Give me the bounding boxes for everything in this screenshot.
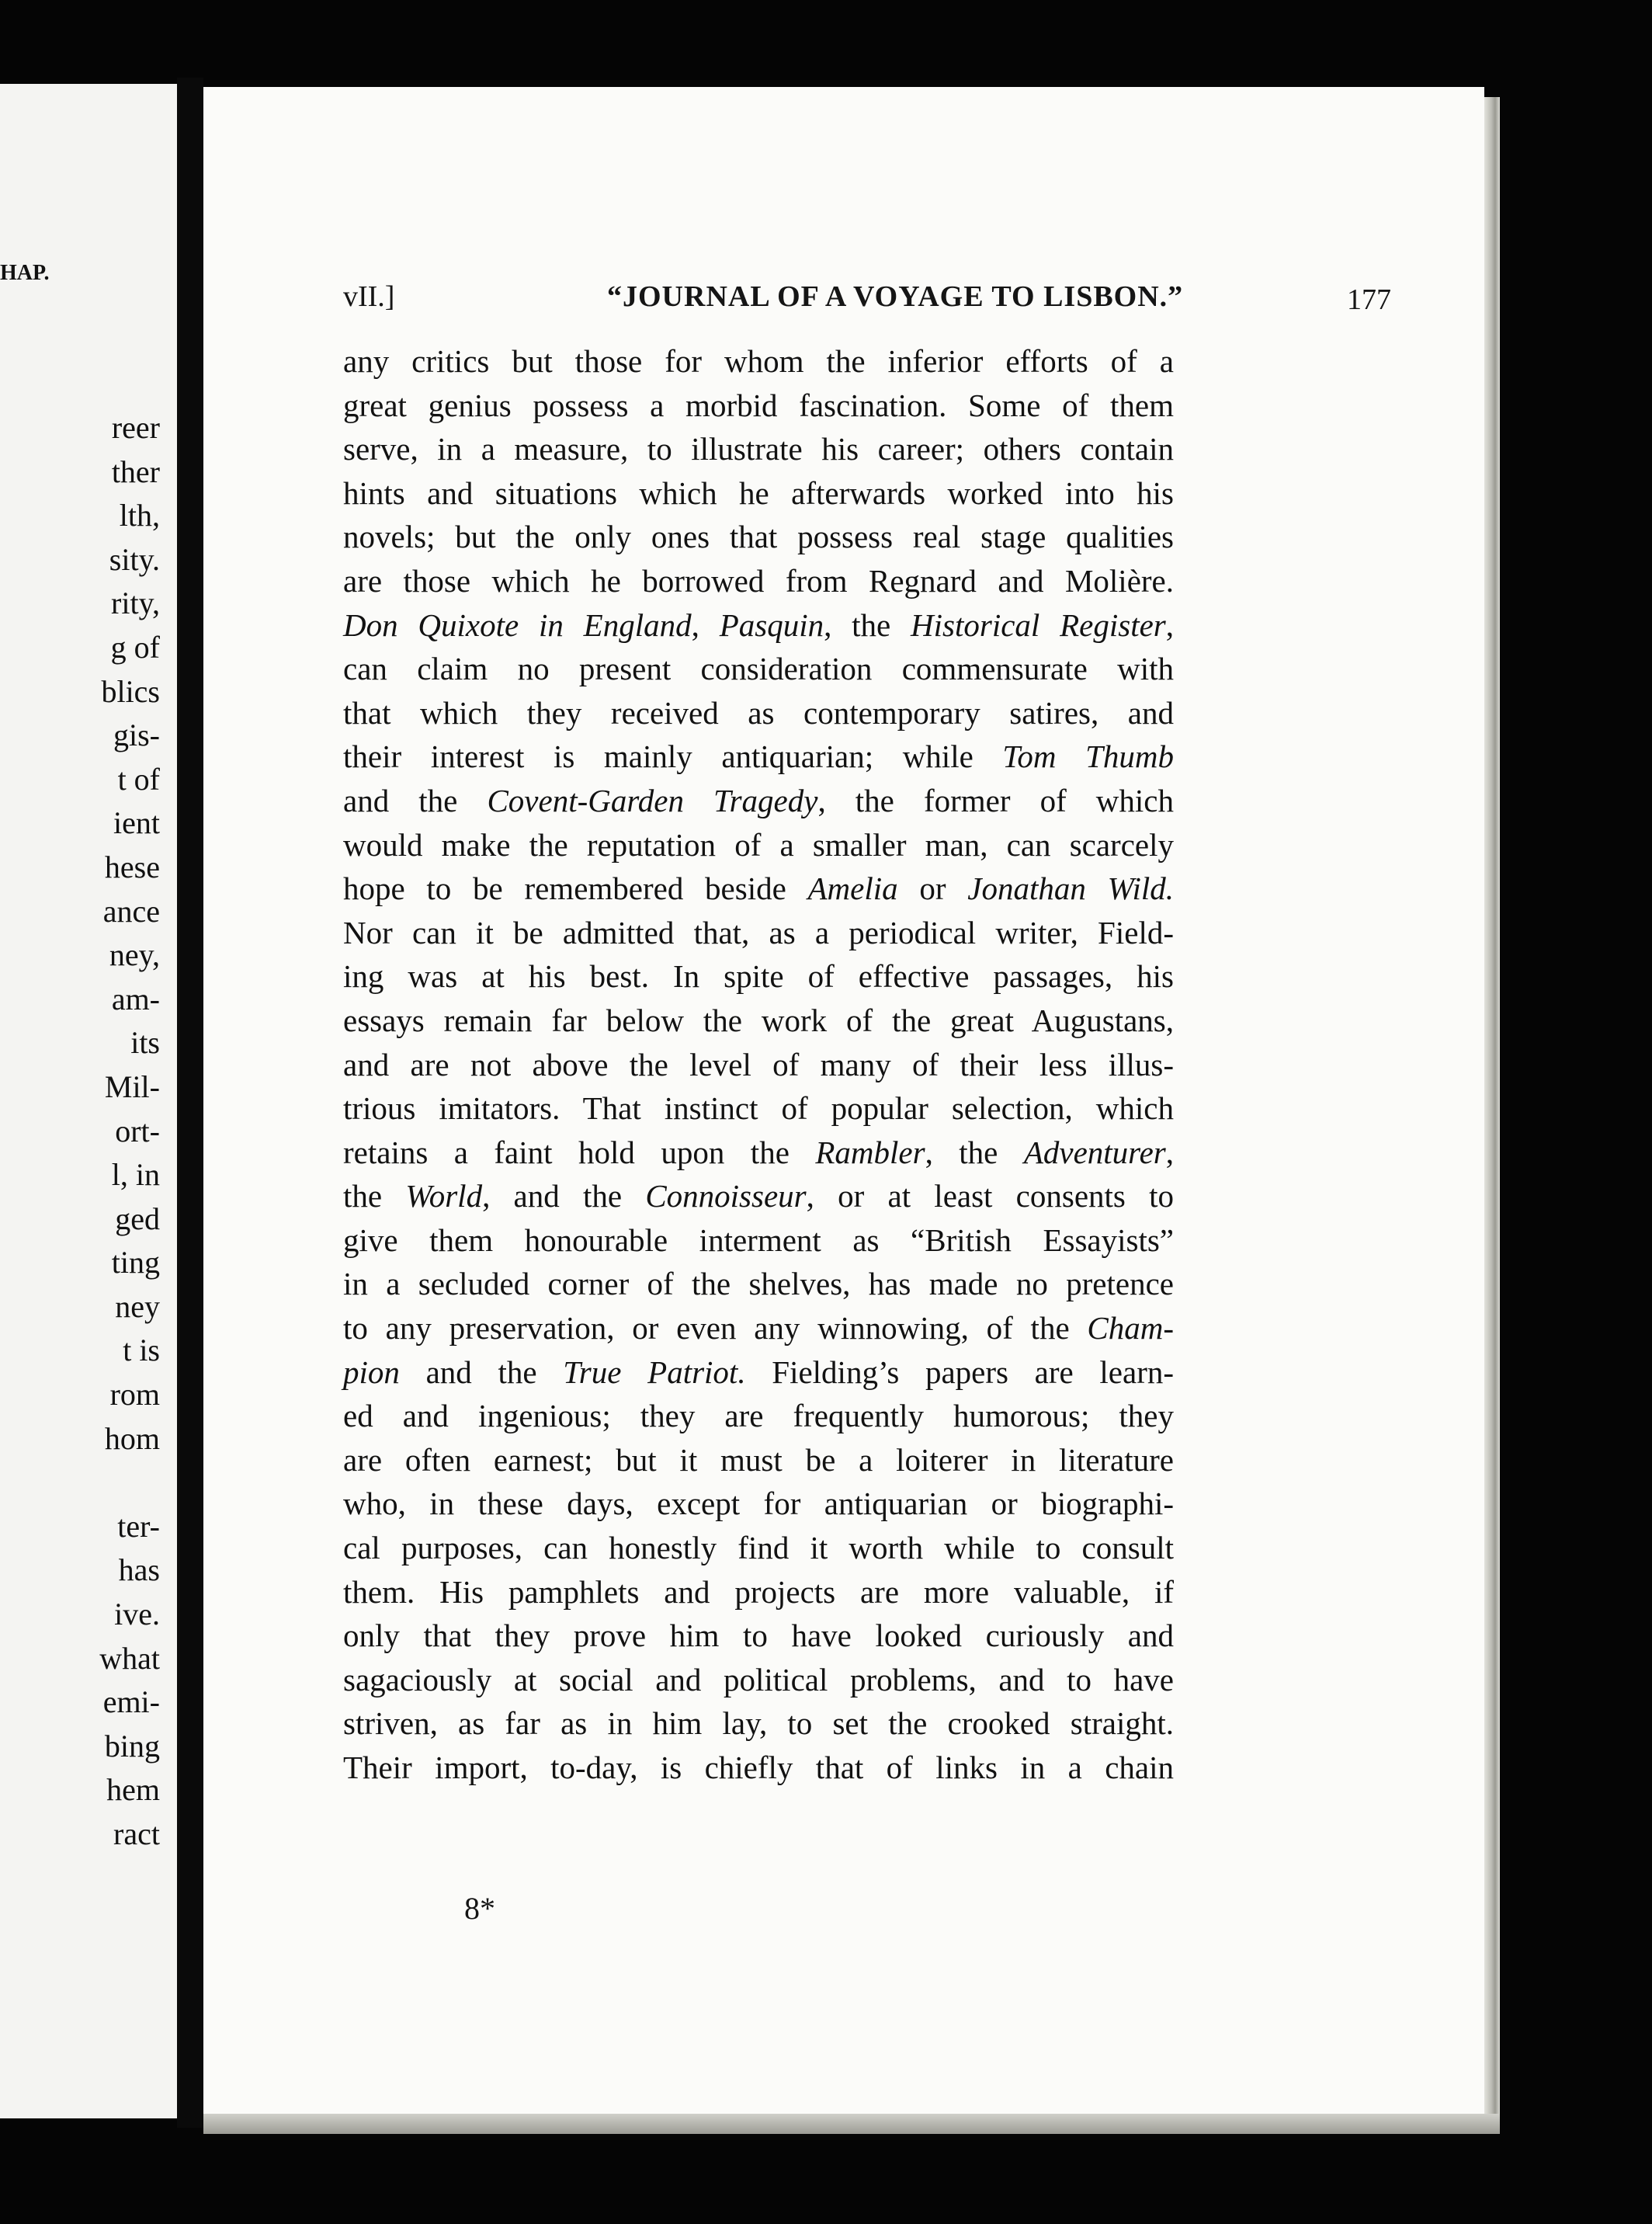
italic-title: Amelia bbox=[807, 870, 898, 907]
previous-page-line: what bbox=[99, 1640, 160, 1676]
previous-page-line: ort- bbox=[115, 1113, 160, 1148]
text-run: , the bbox=[824, 606, 911, 643]
previous-page-line: l, in bbox=[111, 1157, 160, 1193]
text-run: can claim no present consideration commensurate with bbox=[343, 651, 1174, 687]
page-edge bbox=[1484, 97, 1500, 2132]
italic-title: World bbox=[405, 1178, 483, 1215]
previous-page-line: ney bbox=[115, 1288, 160, 1324]
previous-page-line: sity. bbox=[109, 541, 160, 577]
text-run: essays remain far below the work of the great Augustans, bbox=[343, 1002, 1174, 1038]
previous-page-line: ive. bbox=[114, 1597, 160, 1632]
text-line bbox=[343, 384, 1174, 428]
previous-page-line: reer bbox=[111, 410, 160, 445]
text-run: would make the reputation of a smaller man, can scarcely bbox=[343, 826, 1174, 863]
previous-page-line: t of bbox=[117, 761, 160, 797]
italic-title: Historical Register bbox=[911, 606, 1166, 643]
text-line bbox=[343, 954, 1174, 999]
previous-page-line: rity, bbox=[111, 586, 160, 621]
previous-page-line: emi- bbox=[102, 1684, 160, 1720]
text-line bbox=[343, 515, 1174, 559]
text-line bbox=[343, 1746, 1174, 1790]
text-run: and are not above the level of many of their less illus- bbox=[343, 1046, 1174, 1082]
text-run: the bbox=[343, 1178, 406, 1215]
text-line bbox=[343, 1526, 1174, 1570]
text-run: , and the bbox=[482, 1178, 646, 1215]
text-run: cal purposes, can honestly find it worth while to consult bbox=[343, 1530, 1174, 1566]
text-line bbox=[343, 779, 1174, 823]
text-run: , the bbox=[925, 1134, 1024, 1170]
previous-page-line: t is bbox=[123, 1333, 160, 1368]
text-run: ing was at his best. In spite of effective passages, his bbox=[343, 958, 1174, 995]
text-run: are often earnest; but it must be a loiterer in literature bbox=[343, 1441, 1174, 1478]
text-run: hints and situations which he afterwards worked into his bbox=[343, 474, 1174, 511]
previous-page-fragment bbox=[0, 84, 177, 2118]
text-run: any critics but those for whom the inferior efforts of a bbox=[343, 343, 1174, 379]
text-run: hope to be remembered beside bbox=[343, 870, 808, 907]
text-run: , bbox=[1165, 1134, 1174, 1170]
text-run: and the bbox=[399, 1354, 564, 1390]
text-line bbox=[343, 427, 1174, 471]
text-line bbox=[343, 339, 1174, 384]
italic-title: Tom Thumb bbox=[1002, 738, 1174, 775]
previous-page-line: g of bbox=[110, 629, 160, 665]
italic-title: Pasquin bbox=[719, 606, 824, 643]
text-run: only that they prove him to have looked curiously and bbox=[343, 1618, 1174, 1654]
previous-page-line: ance bbox=[102, 893, 160, 929]
text-line bbox=[343, 1570, 1174, 1614]
text-run: are those which he borrowed from Regnard and Molière. bbox=[343, 562, 1174, 599]
text-run: striven, as far as in him lay, to set the crooked straight. bbox=[343, 1705, 1174, 1742]
previous-page-line: bing bbox=[104, 1728, 160, 1764]
previous-page-line: hem bbox=[106, 1772, 160, 1808]
previous-page-line: lth, bbox=[119, 498, 160, 533]
text-line bbox=[343, 1131, 1174, 1175]
text-run: or bbox=[897, 870, 968, 907]
previous-page-line: has bbox=[118, 1552, 160, 1588]
book-page bbox=[203, 87, 1484, 2114]
text-line bbox=[343, 1658, 1174, 1702]
chapter-number: vII.] bbox=[343, 280, 395, 313]
italic-title: Cham- bbox=[1087, 1310, 1174, 1347]
text-line bbox=[343, 559, 1174, 603]
previous-page-line: blics bbox=[101, 673, 160, 709]
previous-page-line: rom bbox=[109, 1377, 160, 1413]
text-line bbox=[343, 1438, 1174, 1482]
text-line bbox=[343, 867, 1174, 911]
previous-page-text bbox=[99, 406, 160, 1857]
text-run: ed and ingenious; they are frequently humorous; they bbox=[343, 1398, 1174, 1434]
text-run: to any preservation, or even any winnowing, of the bbox=[343, 1310, 1088, 1347]
text-run: Nor can it be admitted that, as a periodical writer, Field- bbox=[343, 914, 1174, 950]
italic-title: True Patriot. bbox=[563, 1354, 746, 1390]
text-line bbox=[343, 691, 1174, 735]
text-line bbox=[343, 1043, 1174, 1087]
previous-page-heading: HAP. bbox=[0, 261, 50, 285]
italic-title: Don Quixote in England bbox=[343, 606, 692, 643]
previous-page-line: ract bbox=[113, 1816, 160, 1851]
previous-page-line: hom bbox=[104, 1420, 160, 1456]
text-line bbox=[343, 823, 1174, 867]
text-line bbox=[343, 999, 1174, 1043]
text-line bbox=[343, 1701, 1174, 1746]
text-line bbox=[343, 1086, 1174, 1131]
book-gutter bbox=[177, 78, 203, 2128]
text-run: that which they received as contemporary satires, and bbox=[343, 694, 1174, 731]
previous-page-line: ting bbox=[111, 1245, 160, 1281]
previous-page-line: its bbox=[130, 1025, 160, 1061]
previous-page-line: ient bbox=[113, 805, 160, 841]
previous-page-line: am- bbox=[111, 981, 160, 1016]
running-title: “JOURNAL OF A VOYAGE TO LISBON.” bbox=[607, 280, 1184, 313]
running-head bbox=[343, 280, 1391, 318]
text-run: great genius possess a morbid fascination. Some of them bbox=[343, 387, 1174, 423]
body-text bbox=[343, 339, 1174, 1790]
previous-page-line: Mil- bbox=[104, 1069, 160, 1104]
text-run: in a secluded corner of the shelves, has made no pretence bbox=[343, 1266, 1174, 1302]
page-edge-bottom bbox=[203, 2114, 1500, 2134]
text-run: retains a faint hold upon the bbox=[343, 1134, 816, 1170]
text-run: Their import, to-day, is chiefly that of links in a chain bbox=[343, 1750, 1174, 1785]
text-run: who, in these days, except for antiquarian or biographi- bbox=[343, 1486, 1174, 1522]
italic-title: Covent-Garden Tragedy bbox=[487, 782, 818, 818]
text-line bbox=[343, 1482, 1174, 1526]
italic-title: pion bbox=[343, 1354, 400, 1390]
text-run: , bbox=[1165, 606, 1174, 643]
previous-page-line: ged bbox=[115, 1201, 160, 1236]
text-line bbox=[343, 735, 1174, 779]
italic-title: Jonathan Wild. bbox=[967, 870, 1174, 907]
previous-page-line: ney, bbox=[109, 937, 160, 973]
text-run: them. His pamphlets and projects are more valuable, if bbox=[343, 1573, 1174, 1610]
previous-page-line: hese bbox=[104, 849, 160, 884]
signature-mark: 8* bbox=[464, 1891, 495, 1926]
text-run: , bbox=[691, 606, 720, 643]
previous-page-line bbox=[99, 1461, 160, 1505]
italic-title: Connoisseur bbox=[645, 1178, 807, 1215]
page-number: 177 bbox=[1347, 283, 1391, 316]
text-line bbox=[343, 1350, 1174, 1395]
text-line bbox=[343, 647, 1174, 691]
text-line bbox=[343, 603, 1174, 648]
text-line bbox=[343, 1394, 1174, 1438]
text-run: , or at least consents to bbox=[806, 1178, 1174, 1215]
text-line bbox=[343, 1306, 1174, 1350]
text-run: and the bbox=[343, 782, 488, 818]
italic-title: Rambler bbox=[815, 1134, 925, 1170]
previous-page-line: ter- bbox=[117, 1508, 160, 1544]
text-line bbox=[343, 1218, 1174, 1263]
previous-page-line: gis- bbox=[113, 718, 160, 753]
text-run: give them honourable interment as “British Essayists” bbox=[343, 1221, 1174, 1258]
text-run: , the former of which bbox=[817, 782, 1174, 818]
text-line bbox=[343, 911, 1174, 955]
text-run: novels; but the only ones that possess real stage qualities bbox=[343, 519, 1174, 555]
text-run: serve, in a measure, to illustrate his career; others contain bbox=[343, 431, 1174, 467]
text-run: Fielding’s papers are learn- bbox=[745, 1354, 1174, 1390]
text-run: sagaciously at social and political problems, and to have bbox=[343, 1661, 1174, 1698]
text-line bbox=[343, 1614, 1174, 1658]
italic-title: Adventurer bbox=[1023, 1134, 1166, 1170]
previous-page-line: ther bbox=[111, 453, 160, 489]
text-run: their interest is mainly antiquarian; while bbox=[343, 738, 1003, 775]
text-line bbox=[343, 1174, 1174, 1218]
text-line bbox=[343, 471, 1174, 516]
text-line bbox=[343, 1262, 1174, 1306]
text-run: trious imitators. That instinct of popular selection, which bbox=[343, 1090, 1174, 1127]
